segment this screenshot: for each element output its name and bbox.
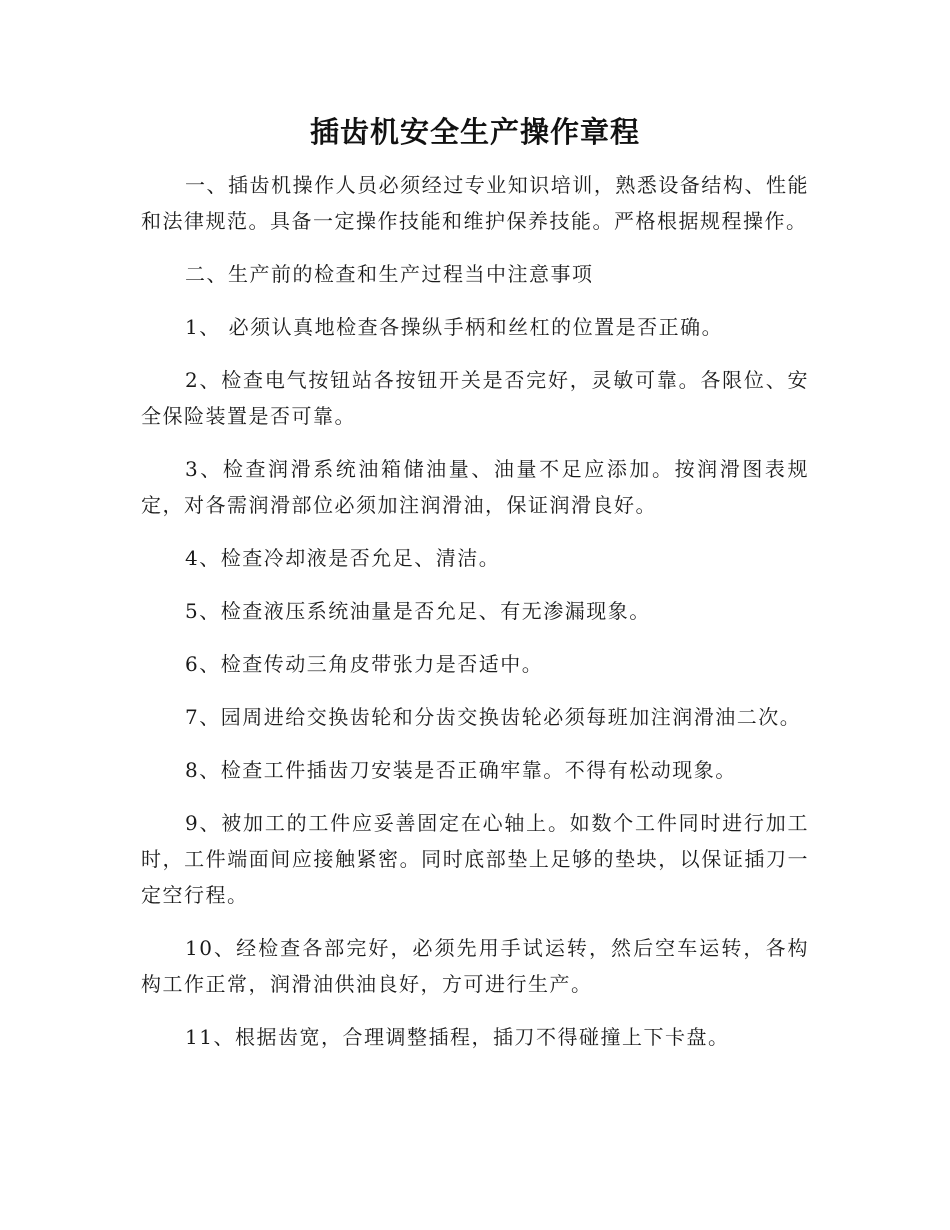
paragraph: 2、检查电气按钮站各按钮开关是否完好，灵敏可靠。各限位、安全保险装置是否可靠。 bbox=[141, 368, 809, 428]
paragraph: 4、检查冷却液是否允足、清洁。 bbox=[185, 546, 501, 570]
paragraph: 3、检查润滑系统油箱储油量、油量不足应添加。按润滑图表规定，对各需润滑部位必须加注润滑油，保证润滑良好。 bbox=[141, 457, 809, 517]
paragraph: 7、园周进给交换齿轮和分齿交换齿轮必须每班加注润滑油二次。 bbox=[185, 705, 802, 729]
paragraph: 1、 必须认真地检查各操纵手柄和丝杠的位置是否正确。 bbox=[185, 315, 724, 339]
paragraph: 二、生产前的检查和生产过程当中注意事项 bbox=[185, 262, 594, 286]
paragraph: 一、插齿机操作人员必须经过专业知识培训，熟悉设备结构、性能和法律规范。具备一定操作技能和维护保养技能。严格根据规程操作。 bbox=[141, 173, 809, 233]
paragraph: 11、根据齿宽，合理调整插程，插刀不得碰撞上下卡盘。 bbox=[185, 1025, 730, 1049]
paragraph: 6、检查传动三角皮带张力是否适中。 bbox=[185, 652, 544, 676]
paragraph: 5、检查液压系统油量是否允足、有无渗漏现象。 bbox=[185, 599, 651, 623]
paragraph: 10、经检查各部完好，必须先用手试运转，然后空车运转，各构构工作正常，润滑油供油良好，方可进行生产。 bbox=[141, 936, 809, 996]
document-body bbox=[141, 167, 809, 1072]
paragraph: 9、被加工的工件应妥善固定在心轴上。如数个工件同时进行加工时，工件端面间应接触紧密。同时底部垫上足够的垫块，以保证插刀一定空行程。 bbox=[141, 811, 809, 907]
document-title: 插齿机安全生产操作章程 bbox=[309, 115, 640, 149]
paragraph: 8、检查工件插齿刀安装是否正确牢靠。不得有松动现象。 bbox=[185, 758, 737, 782]
